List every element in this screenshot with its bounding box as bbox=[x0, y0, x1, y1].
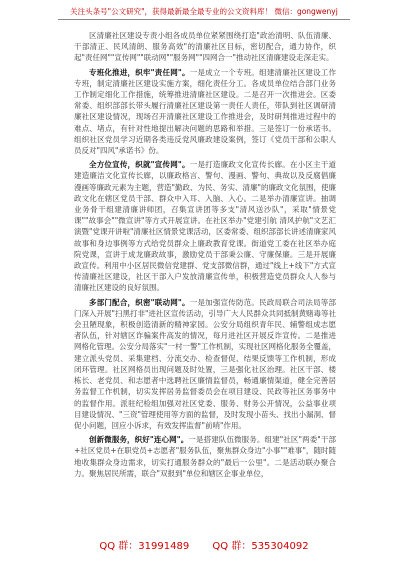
header-banner: 关注头条号"公文研究"，获得最新最全最专业的公文资料库！ 微信：gongwenyj bbox=[70, 7, 338, 16]
section-heading: 创新微服务，织好"连心网"。 bbox=[89, 435, 189, 445]
paragraph-text: 一是成立一个专班。组建清廉社区建设工作专班，制定清廉社区建设实施方案，细化责任分工。各成员单位结合部门业务工作制定细化工作措施，统筹推进清廉社区建设。二是召开一次推进会。区委常委、组织部部长带头履行清廉社区建设第一责任人责任，带队到社区调研清廉社区建设情况，现场召开清廉社区建设工作推进会，及时研判推进过程中的难点、堵点，有针对性地提出解决问题的思路和举措。三是签订一份承诺书。组织社区党员学习近期各类违反党风廉政建设案例，签订《党员干部和公职人员反对"四风"承诺书》份。 bbox=[74, 67, 336, 156]
paragraph-text: 一是加强宣传防范。民政局联合司法局等部门深入开展"扫黑打非"进社区宣传活动，引导广大人民群众共同抵制黄赌毒等社会丑陋现象，积极创造清新的精神家园。公安分局组织青年民、辅警组成志愿者队伍，针对辖区诈骗案件高发的情况，每月进社区开展反诈宣传。二是推进网格化管理。公安分局落实"一村一警"工作机制，实现社区网格化服务全覆盖，建立派头党员、采集建档、分流交办、检查督促、结果反馈等工作机制，形成闭环管理。社区网格员出现问题及时处置，三是强化社区治理。社区干部、楼栋长、老党员、和志愿者中选聘社区廉情监督员，畅通廉情渠道，健全完善居务监督工作机制，切实发挥居务监督委员会在项目建设、民政等社区务事务中的监督作用。派驻纪检组加强对社区党委、服务、财务公开情况，公益事业项目建设情况、"三资"管理使用等方面的监督，及时发现小苗头、找出小漏洞、督促小问题，回应小诉求，有效发挥监督"前哨"作用。 bbox=[74, 297, 336, 430]
paragraph-text: 区清廉社区建设专责小组各成员单位紧紧围绕打造"政治清明、队伍清廉、干部清正、民风清朗、服务高效"的清廉社区目标，密切配合，通力协作，织起"责任网""宣传网""联动网""服务网""四网合一"推动社区清廉建设走深走实。 bbox=[74, 31, 336, 63]
section-publicity bbox=[74, 159, 336, 293]
section-service bbox=[74, 434, 336, 479]
paragraph-text: 一是搭建队伍微服务。组建"社区"两委"干部+社区党员+在职党员+志愿者"服务队伍，聚焦群众身边"小事""难事"，随时随地收集群众身边需求，切实打通服务群众的"最后一公里"。二是活动联办聚合力。聚焦居民所需，联合"双报到"单位和辖区企事业单位， bbox=[74, 435, 336, 478]
intro-paragraph bbox=[74, 30, 336, 64]
section-linkage bbox=[74, 297, 336, 431]
qq-group-2: QQ 群：535304092 bbox=[212, 541, 309, 552]
section-heading: 专班化推进，织牢"责任网"。 bbox=[89, 67, 190, 77]
section-heading: 多部门配合，织密"联动网"。 bbox=[89, 297, 190, 307]
section-heading: 全方位宣传，织就"宣传网"。 bbox=[89, 160, 190, 170]
header-divider bbox=[58, 19, 350, 20]
qq-group-1: QQ 群：31991489 bbox=[99, 541, 190, 552]
footer-qq-groups bbox=[0, 537, 408, 552]
paragraph-text: 一是打造廉政文化宣传长廊。在小区主干道建造廉洁文化宣传长廊，以廉政格言、警句、漫画、警句、典故以及反腐倡廉漫画等廉政元素为主题，营造"勤政、为民、务实、清廉"的廉政文化氛围，使廉政文化在辖区党员干部、群众中入耳、入脑、入心。二是举办清廉宣讲。抽调业务骨干组建清廉讲师团，召集宣讲团等多支"清风送沙队"，采取"情景党课""故事会""微宣讲"等方式开展宣讲。在社区举办"党建引航 清风护航"文艺汇演暨"党课开讲啦"清廉社区情景党课活动，区委常委、组织部部长讲述清廉家风故事和身边事例等方式给党员群众上廉政教育党课。街道党工委在社区举办庭院党课，宣讲于成龙廉政故事，激励党员干部秉公廉、守廉保廉。三是开展廉政宣传。利用中小区居民微信党建群、党支部微信群，通过"线上+线下"方式宣传清廉社区建设，社区干部入户发放清廉宣传单，积极营造党员群众人人参与清廉社区建设的良好氛围。 bbox=[74, 160, 336, 293]
section-responsibility bbox=[74, 67, 336, 157]
article-body bbox=[74, 30, 336, 482]
